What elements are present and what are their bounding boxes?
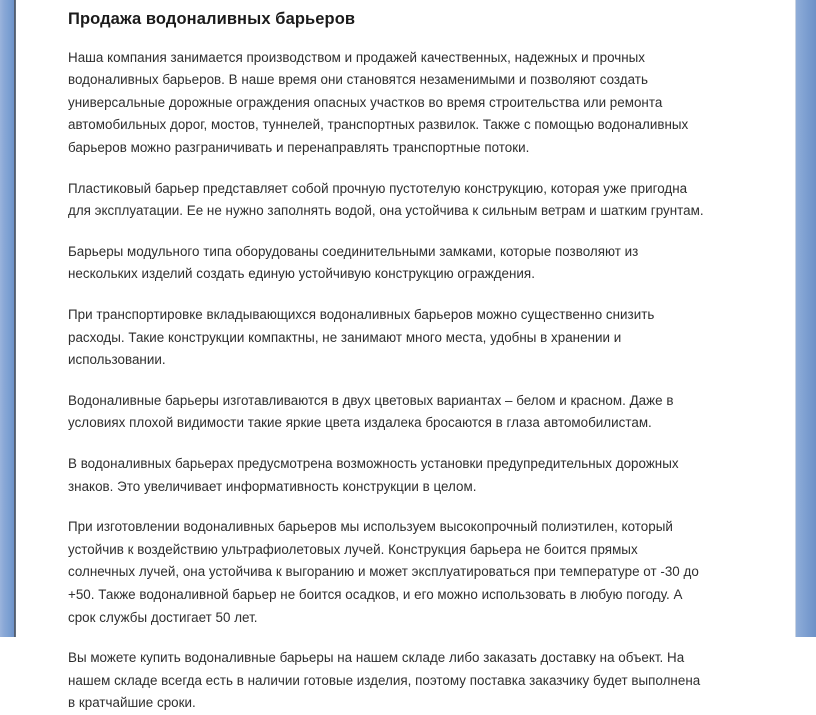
article-paragraph: Барьеры модульного типа оборудованы соединительными замками, которые позволяют из нескольких изделий создать единую устойчивую конструкцию ограждения. (68, 243, 639, 282)
article (16, 0, 708, 715)
article-paragraph: Вы можете купить водоналивные барьеры на нашем складе либо заказать доставку на объект. На нашем складе всегда есть в наличии готовые изделия, поэтому поставка заказчику будет выполнена в кратчайшие сроки. (68, 650, 701, 711)
right-gutter-decoration (796, 0, 816, 637)
article-paragraph: При изготовлении водоналивных барьеров мы используем высокопрочный полиэтилен, который устойчив к воздействию ультрафиолетовых лучей. Конструкция барьера не боится прямых солнечных лучей, она устойчива к выгоранию и может эксплуатироваться при температуре от -30 до +50. Также водоналивной барьер не боится осадков, и его можно использовать в любую погоду. А срок службы достигает 50 лет. (68, 519, 699, 625)
article-paragraph: В водоналивных барьерах предусмотрена возможность установки предупредительных дорожных знаков. Это увеличивает информативность конструкции в целом. (68, 455, 679, 494)
left-gutter-decoration (0, 0, 14, 637)
content-canvas (16, 0, 795, 711)
article-paragraph: Пластиковый барьер представляет собой прочную пустотелую конструкцию, которая уже пригодна для эксплуатации. Ее не нужно заполнять водой, она устойчива к сильным ветрам и шатким грунтам. (68, 180, 704, 219)
page-title: Продажа водоналивных барьеров (68, 10, 356, 28)
article-paragraph: При транспортировке вкладывающихся водоналивных барьеров можно существенно снизить расходы. Такие конструкции компактны, не занимают много места, удобны в хранении и использовании. (68, 306, 655, 368)
article-paragraph: Наша компания занимается производством и продажей качественных, надежных и прочных водоналивных барьеров. В наше время они становятся незаменимыми и позволяют создать универсальные дорожные ограждения опасных участков во время строительства или ремонта автомобильных дорог, мостов, туннелей, транспортных развилок. Также с помощью водоналивных барьеров можно разграничивать и перенаправлять транспортные потоки. (68, 49, 689, 155)
article-body (68, 47, 708, 715)
article-paragraph: Водоналивные барьеры изготавливаются в двух цветовых вариантах – белом и красном. Даже в условиях плохой видимости такие яркие цвета издалека бросаются в глаза автомобилистам. (68, 392, 674, 431)
